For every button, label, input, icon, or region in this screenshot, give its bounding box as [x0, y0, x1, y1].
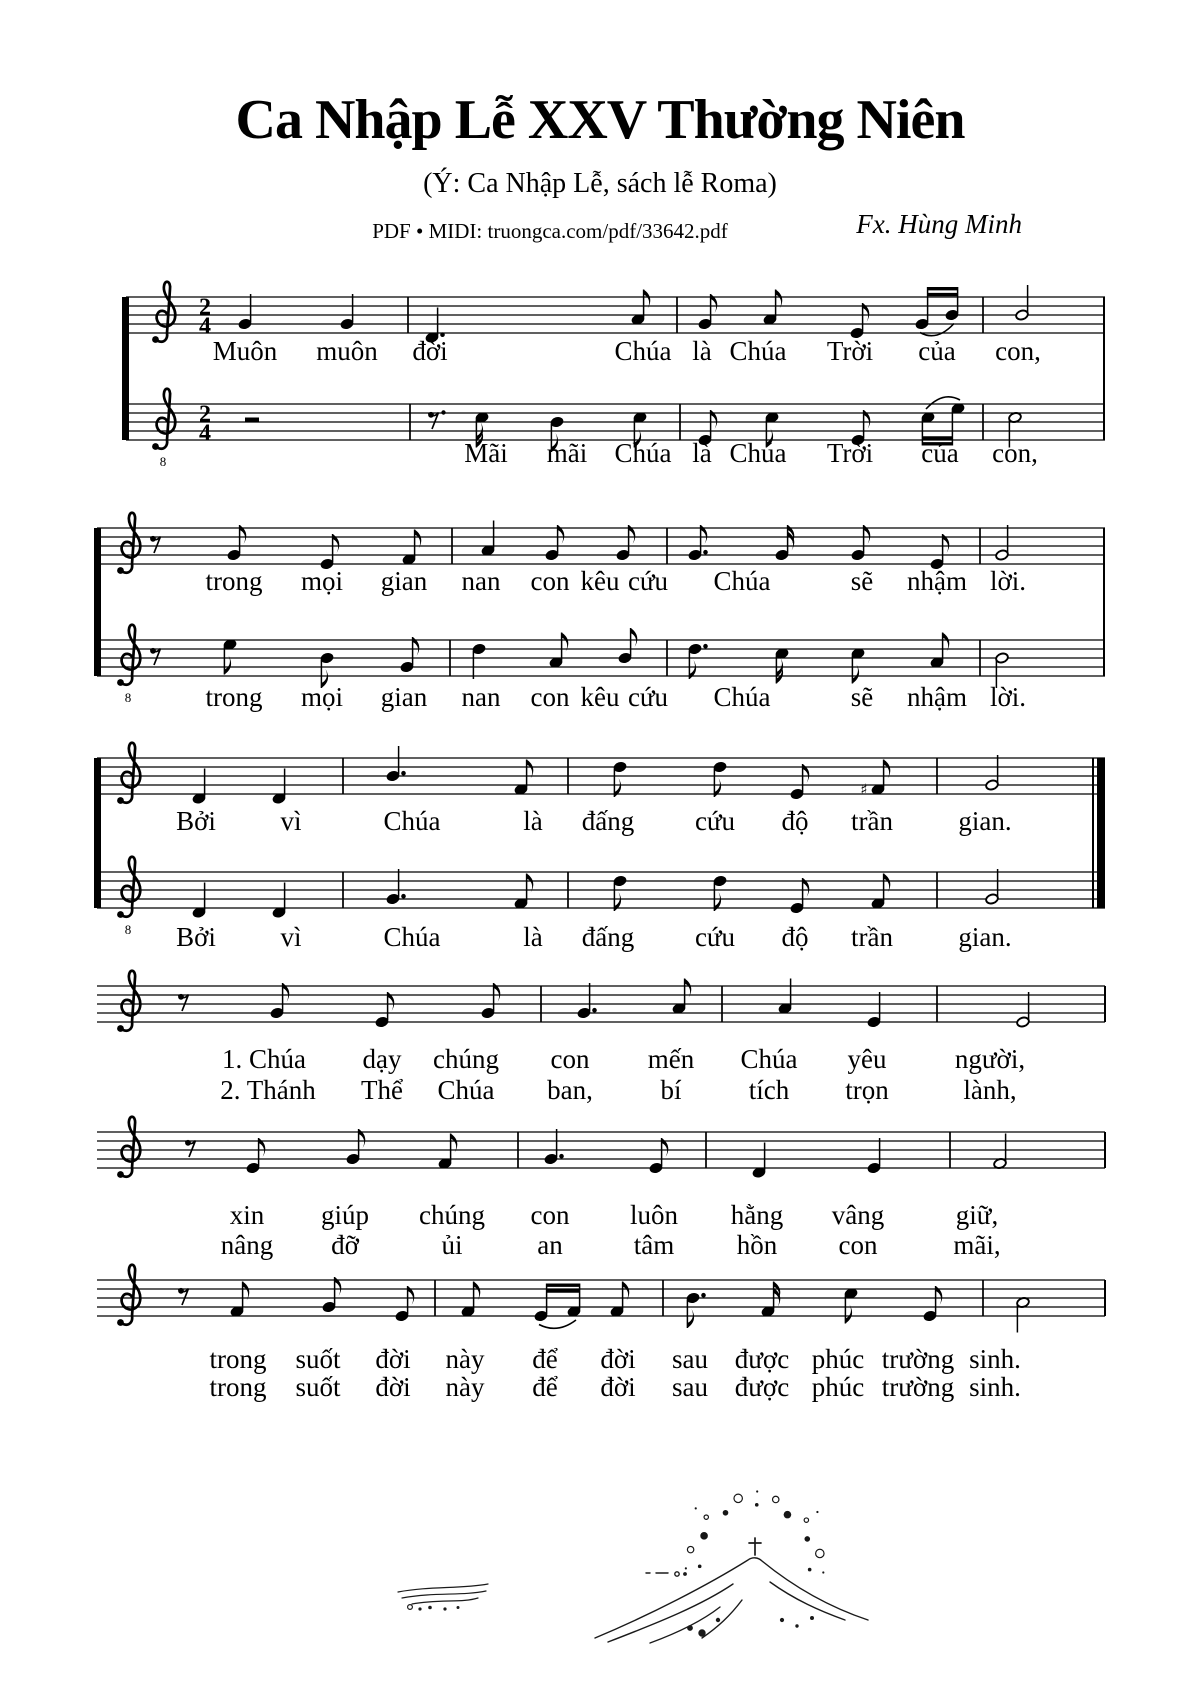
page-title: Ca Nhập Lễ XXV Thường Niên — [235, 89, 965, 151]
lyric-word: tích — [748, 1075, 790, 1105]
note — [461, 1282, 480, 1318]
lyric-word: là — [692, 438, 712, 468]
note — [672, 979, 691, 1015]
staff-s1b-voice-2 — [0, 376, 1200, 488]
note — [995, 525, 1009, 561]
rest — [185, 1140, 195, 1157]
lyric-word: trong — [209, 1372, 267, 1402]
note — [713, 875, 727, 911]
lyric-word: mãi, — [953, 1230, 1001, 1260]
note — [867, 1138, 881, 1174]
page-subtitle: (Ý: Ca Nhập Lễ, sách lễ Roma) — [423, 168, 777, 199]
treble-clef-icon — [117, 743, 140, 804]
lyric-word: giữ, — [955, 1200, 999, 1230]
lyric-word: nhậm — [907, 566, 967, 596]
lyric-word: của — [921, 438, 959, 468]
lyric-word: đỡ — [331, 1230, 359, 1260]
lyric-word: tâm — [633, 1230, 675, 1260]
lyric-word: này — [445, 1372, 485, 1402]
staff-s5-verse — [0, 1104, 1200, 1216]
lyric-word: cứu — [694, 806, 736, 836]
svg-text:2: 2 — [199, 401, 211, 428]
lyric-word: giúp — [320, 1200, 370, 1230]
svg-text:8: 8 — [124, 690, 132, 705]
time-signature — [199, 402, 211, 447]
note — [402, 530, 421, 566]
svg-text:8: 8 — [124, 922, 132, 937]
lyric-word: kêu — [580, 566, 620, 596]
note — [272, 883, 286, 919]
lyric-word: trọn — [845, 1075, 889, 1105]
lyric-word: sẽ — [850, 566, 874, 596]
lyric-word: chúng — [433, 1044, 499, 1074]
lyric-word: vì — [280, 806, 302, 836]
field-sketch — [398, 1584, 488, 1610]
treble-clef-icon — [152, 282, 175, 343]
note — [610, 1282, 629, 1318]
lyric-word: xin — [229, 1200, 265, 1230]
lyric-word: là — [692, 336, 712, 366]
note — [915, 287, 959, 336]
lyric-word: gian. — [958, 806, 1012, 836]
rest — [178, 994, 188, 1011]
treble-clef-icon — [117, 513, 140, 574]
lyric-word: dạy — [362, 1044, 402, 1074]
lyric-word: con — [530, 682, 570, 712]
lyric-word: trần — [851, 922, 893, 952]
lyric-word: trường — [881, 1372, 955, 1402]
composer-credit: Fx. Hùng Minh — [856, 209, 1022, 239]
note — [860, 760, 890, 799]
lyric-word: lời. — [989, 682, 1027, 712]
lyric-word: muôn — [316, 336, 378, 366]
mountain-sketch — [595, 1538, 868, 1643]
lyric-word: luôn — [629, 1200, 679, 1230]
lyric-word: là — [523, 806, 543, 836]
lyric-word: phúc — [811, 1372, 865, 1402]
lyric-word: đời — [600, 1372, 636, 1402]
note — [844, 1288, 858, 1324]
lyric-word: là — [523, 922, 543, 952]
lyric-word: Chúa — [383, 922, 441, 952]
note — [1016, 992, 1030, 1028]
lyric-word: sau — [672, 1344, 708, 1374]
lyric-word: mọi — [300, 682, 344, 712]
note — [867, 992, 881, 1028]
lyric-word: đấng — [581, 922, 635, 952]
note — [775, 648, 789, 684]
lyric-word: 2. Thánh — [220, 1075, 316, 1105]
lyric-word: suốt — [295, 1372, 341, 1402]
lyric-word: lời. — [989, 566, 1027, 596]
lyric-word: con, — [995, 336, 1041, 366]
lyric-word: cứu — [694, 922, 736, 952]
note — [1015, 285, 1029, 321]
sunburst-icon — [685, 1490, 825, 1573]
note — [272, 769, 286, 805]
lyric-word: sinh. — [969, 1344, 1021, 1374]
lyric-word: sau — [672, 1372, 708, 1402]
lyric-word: sẽ — [850, 682, 874, 712]
note — [481, 521, 495, 557]
lyric-word: hằng — [730, 1200, 784, 1230]
rest — [178, 1288, 188, 1305]
note — [223, 639, 237, 675]
note — [472, 643, 486, 679]
lyric-word: con — [550, 1044, 590, 1074]
svg-text:♯: ♯ — [860, 780, 868, 799]
note — [761, 1282, 780, 1318]
svg-text:4: 4 — [199, 420, 211, 447]
pdf-midi-link[interactable]: PDF • MIDI: truongca.com/pdf/33642.pdf — [372, 219, 728, 243]
note — [763, 290, 782, 326]
note — [238, 294, 252, 330]
lyric-word: ban, — [547, 1075, 593, 1105]
lyric-word: cứu — [627, 566, 669, 596]
note — [930, 633, 949, 669]
lyric-word: đời — [412, 336, 448, 366]
lyric-word: Thể — [361, 1075, 403, 1105]
lyric-word: gian. — [958, 922, 1012, 952]
note — [340, 294, 354, 330]
lyric-word: 1. Chúa — [222, 1044, 306, 1074]
lyric-word: Chúa — [437, 1075, 495, 1105]
note — [993, 1134, 1007, 1170]
rest — [150, 648, 160, 665]
lyric-word: Chúa — [713, 682, 771, 712]
lyric-word: con, — [992, 438, 1038, 468]
lyric-word: trong — [209, 1344, 267, 1374]
lyric-word: ủi — [441, 1230, 463, 1260]
lyric-word: Bởi — [176, 806, 216, 836]
lyric-word: Chúa — [729, 336, 787, 366]
lyric-word: Chúa — [383, 806, 441, 836]
lyric-word: trường — [881, 1344, 955, 1374]
lyric-word: trong — [205, 682, 263, 712]
treble-clef-octave-down-icon — [152, 389, 175, 469]
lyric-word: vì — [280, 922, 302, 952]
lyric-word: để — [532, 1372, 558, 1402]
lyric-word: bí — [660, 1075, 682, 1105]
lyric-word: người, — [954, 1044, 1026, 1074]
lyric-word: Trời — [826, 336, 874, 366]
lyric-word: Chúa — [729, 438, 787, 468]
lyric-word: nan — [461, 566, 501, 596]
lyric-word: độ — [781, 806, 809, 836]
lyric-word: Chúa — [713, 566, 771, 596]
lyric-word: phúc — [811, 1344, 865, 1374]
lyric-word: gian — [380, 566, 428, 596]
lyric-word: này — [445, 1344, 485, 1374]
lyric-word: nan — [461, 682, 501, 712]
lyric-word: gian — [380, 682, 428, 712]
rest — [150, 536, 160, 553]
lyric-word: con — [838, 1230, 878, 1260]
note — [514, 760, 533, 796]
lyric-word: Chúa — [614, 438, 672, 468]
lyric-word: kêu — [580, 682, 620, 712]
treble-clef-icon — [117, 971, 140, 1032]
rest — [428, 410, 446, 429]
svg-text:8: 8 — [159, 454, 167, 469]
lyric-word: trong — [205, 566, 263, 596]
lyric-word: đời — [375, 1344, 411, 1374]
lyric-word: độ — [781, 922, 809, 952]
lyric-word: sinh. — [969, 1372, 1021, 1402]
lyric-word: Chúa — [740, 1044, 798, 1074]
treble-clef-octave-down-icon — [117, 857, 140, 937]
note — [613, 875, 627, 911]
lyric-word: trần — [851, 806, 893, 836]
lyric-word: của — [918, 336, 956, 366]
note — [613, 761, 627, 797]
lyric-word: nâng — [220, 1230, 274, 1260]
lyric-word: được — [734, 1344, 790, 1374]
note — [985, 755, 999, 791]
lyric-word: mãi — [546, 438, 588, 468]
note — [438, 1134, 457, 1170]
note — [631, 290, 650, 326]
treble-clef-octave-down-icon — [117, 625, 140, 705]
note — [534, 1284, 581, 1329]
lyric-word: hồn — [736, 1230, 778, 1260]
lyric-word: Bởi — [176, 922, 216, 952]
lyric-word: mọi — [300, 566, 344, 596]
note — [778, 979, 792, 1015]
note — [549, 633, 568, 669]
note — [192, 769, 206, 805]
note — [851, 648, 865, 684]
treble-clef-icon — [117, 1265, 140, 1326]
note — [713, 761, 727, 797]
time-signature — [199, 295, 211, 340]
lyric-word: suốt — [295, 1344, 341, 1374]
lyric-word: chúng — [419, 1200, 485, 1230]
note — [1016, 1297, 1030, 1333]
treble-clef-icon — [117, 1117, 140, 1178]
note — [230, 1282, 249, 1318]
lyric-word: Chúa — [614, 336, 672, 366]
svg-text:2: 2 — [199, 294, 211, 321]
rest — [245, 418, 259, 423]
lyric-word: con — [530, 1200, 570, 1230]
lyric-word: mến — [647, 1044, 695, 1074]
lyric-word: đấng — [581, 806, 635, 836]
note — [192, 883, 206, 919]
note — [985, 869, 999, 905]
lyric-word: an — [537, 1230, 563, 1260]
lyric-word: yêu — [847, 1044, 887, 1074]
lyric-word: con — [530, 566, 570, 596]
sunrise-ornament-icon — [350, 1470, 910, 1690]
lyric-word: Muôn — [212, 336, 278, 366]
lyric-word: đời — [375, 1372, 411, 1402]
lyric-word: để — [532, 1344, 558, 1374]
lyric-word: Mãi — [464, 438, 508, 468]
lyric-word: Trời — [826, 438, 874, 468]
lyric-word: lành, — [963, 1075, 1017, 1105]
lyric-word: đời — [600, 1344, 636, 1374]
lyric-word: vâng — [831, 1200, 885, 1230]
svg-text:4: 4 — [199, 313, 211, 340]
lyric-word: nhậm — [907, 682, 967, 712]
note — [752, 1143, 766, 1179]
lyric-word: được — [734, 1372, 790, 1402]
note — [871, 874, 890, 910]
note — [514, 874, 533, 910]
lyric-word: cứu — [627, 682, 669, 712]
